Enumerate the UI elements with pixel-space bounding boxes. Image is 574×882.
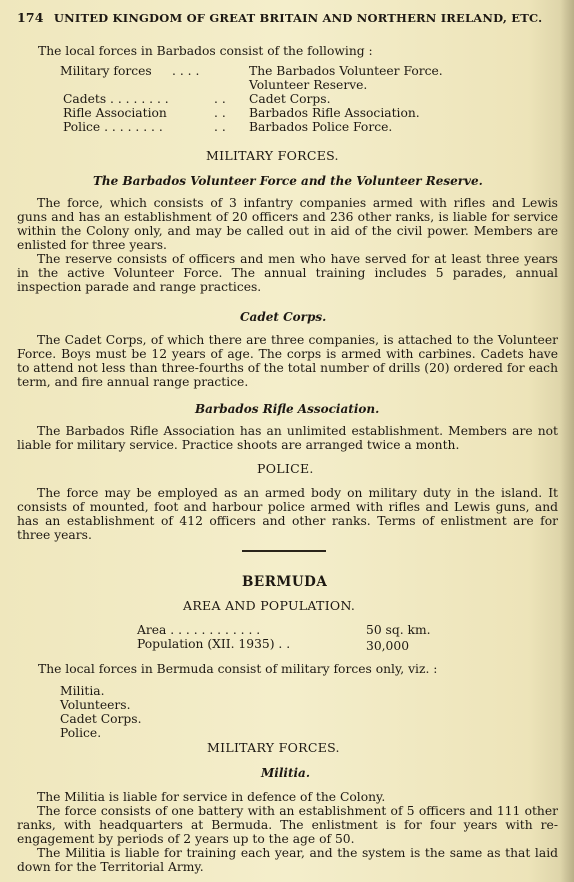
- forces-list-dots-0: . . . .: [172, 64, 200, 78]
- population-label: Population (XII. 1935) . .: [137, 637, 291, 651]
- bermuda-title: BERMUDA: [242, 574, 328, 590]
- rifle-subhead: Barbados Rifle Association.: [195, 402, 380, 416]
- forces-list-dots-2: . .: [214, 92, 226, 106]
- bermuda-intro: The local forces in Bermuda consist of military forces only, viz. :: [38, 662, 438, 676]
- forces-list-dots-4: . .: [214, 120, 226, 134]
- forces-list-right-1: Volunteer Reserve.: [249, 78, 368, 92]
- barbados-intro: The local forces in Barbados consist of the following :: [38, 44, 373, 58]
- militia-para-1: The Militia is liable for service in defence of the Colony.: [37, 790, 386, 804]
- police-heading: POLICE.: [257, 461, 314, 476]
- bermuda-force-0: Militia.: [60, 684, 105, 698]
- page-number: 174: [17, 10, 44, 25]
- cadet-para: The Cadet Corps, of which there are three companies, is attached to the Volunteer Force. Boys must be 12 years of age. The corps is armed with carbines. Cadets have to attend not less than three-fourths of the total number of drills (20) ordered for each term, and fire annual range practice.: [17, 333, 558, 389]
- volunteer-para-2: The reserve consists of officers and men who have served for at least three years in the active Volunteer Force. The annual training includes 5 parades, annual inspection parade and range practices.: [17, 252, 558, 294]
- bermuda-area-heading: AREA AND POPULATION.: [183, 598, 356, 613]
- forces-list-left-2: Cadets . . . . . . . .: [63, 92, 169, 106]
- forces-list-left-3: Rifle Association: [63, 106, 167, 120]
- forces-list-dots-3: . .: [214, 106, 226, 120]
- forces-list-right-3: Barbados Rifle Association.: [249, 106, 420, 120]
- rifle-para: The Barbados Rifle Association has an unlimited establishment. Members are not liable for military service. Practice shoots are arranged twice a month.: [17, 424, 558, 452]
- bermuda-force-2: Cadet Corps.: [60, 712, 142, 726]
- population-value: 30,000: [366, 639, 410, 653]
- cadet-paragraph-block: [17, 333, 558, 389]
- police-para: The force may be employed as an armed body on military duty in the island. It consists of mounted, foot and harbour police armed with rifles and Lewis guns, and has an establishment of 412 officers and other ranks. Terms of enlistment are for three years.: [17, 486, 558, 542]
- forces-list-right-2: Cadet Corps.: [249, 92, 331, 106]
- volunteer-subhead: The Barbados Volunteer Force and the Volunteer Reserve.: [93, 174, 483, 188]
- police-paragraph-block: [17, 486, 558, 542]
- militia-para-3: The Militia is liable for training each year, and the system is the same as that laid down for the Territorial Army.: [17, 846, 558, 874]
- running-header: [17, 10, 557, 25]
- running-title: UNITED KINGDOM OF GREAT BRITAIN AND NORTHERN IRELAND, ETC.: [53, 11, 543, 25]
- forces-list-left-4: Police . . . . . . . .: [63, 120, 163, 134]
- area-label: Area . . . . . . . . . . . .: [137, 623, 261, 637]
- volunteer-paragraphs: [17, 196, 558, 294]
- bermuda-military-heading: MILITARY FORCES.: [207, 740, 340, 755]
- bermuda-force-1: Volunteers.: [60, 698, 131, 712]
- militia-para-2: The force consists of one battery with an establishment of 5 officers and 111 other ranks, with headquarters at Bermuda. The enlistment is for four years with re-engagement by periods of 2 years up to the age of 50.: [17, 804, 558, 846]
- area-value: 50 sq. km.: [366, 623, 431, 637]
- rifle-paragraph-block: [17, 424, 558, 452]
- page-edge-shadow: [560, 0, 574, 882]
- militia-subhead: Militia.: [261, 766, 311, 780]
- militia-paragraphs: [17, 790, 558, 874]
- forces-list-right-4: Barbados Police Force.: [249, 120, 393, 134]
- bermuda-force-3: Police.: [60, 726, 102, 740]
- cadet-subhead: Cadet Corps.: [240, 310, 327, 324]
- barbados-military-heading: MILITARY FORCES.: [206, 148, 339, 163]
- volunteer-para-1: The force, which consists of 3 infantry companies armed with rifles and Lewis guns and has an establishment of 20 officers and 236 other ranks, is liable for service within the Colony only, and may be called out in aid of the civil power. Members are enlisted for three years.: [17, 196, 558, 252]
- section-divider: [242, 550, 326, 552]
- forces-list-left-0: Military forces: [60, 64, 152, 78]
- forces-list-right-0: The Barbados Volunteer Force.: [249, 64, 443, 78]
